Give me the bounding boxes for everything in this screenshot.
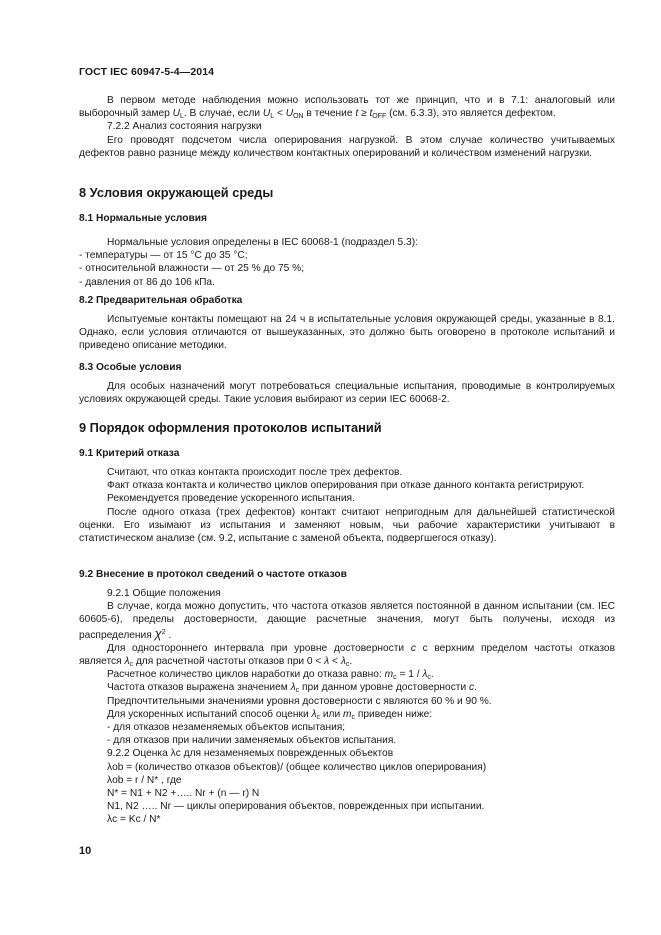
section-9-2-p12: λob = r / N* , где <box>107 774 182 786</box>
page-number: 10 <box>79 845 92 857</box>
section-9-2-body <box>79 587 615 827</box>
intro-paragraph-1: В первом методе наблюдения можно использовать тот же принцип, что и в 7.1: аналоговый или выборочный замер $U_L$. В случае, если $U_L < U_{ON}$ в течение $t \ge t_{OFF}$ (см. 6.3.3), это является дефектом. <box>79 95 615 121</box>
section-8-1-title: 8.1 Нормальные условия <box>79 213 207 224</box>
section-8-2-text: Испытуемые контакты помещают на 24 ч в испытательные условия окружающей среды, указанные в 8.1. Однако, если условия отличаются от вышеуказанных, это должно быть оговорено в протоколе испытаний и приведено описание методики. <box>79 314 615 352</box>
section-9-1-body <box>79 466 615 545</box>
section-9-2-p10: 9.2.2 Оценка λc для незаменяемых поврежденных объектов <box>107 748 394 760</box>
section-9-2-p1: 9.2.1 Общие положения <box>107 588 221 599</box>
section-9-2-p8: - для отказов незаменяемых объектов испытания; <box>107 722 346 734</box>
section-9-1-title: 9.1 Критерий отказа <box>79 448 180 459</box>
section-9-2-title: 9.2 Внесение в протокол сведений о частоте отказов <box>79 569 347 580</box>
section-8-2-body <box>79 313 615 353</box>
section-8-3-title: 8.3 Особые условия <box>79 362 182 373</box>
section-9-2-p14: N1, N2 ….. Nr — циклы оперирования объектов, поврежденных при испытании. <box>107 801 485 813</box>
section-9-2-p4: Расчетное количество циклов наработки до отказа равно: $m_c = 1 / \lambda_c$. <box>107 669 434 682</box>
section-9-1-p3: Рекомендуется проведение ускоренного испытания. <box>107 493 355 505</box>
section-8-2-title: 8.2 Предварительная обработка <box>79 295 243 306</box>
intro-block <box>79 94 615 160</box>
intro-paragraph-2: 7.2.2 Анализ состояния нагрузки <box>107 121 262 133</box>
section-8-3-text: Для особых назначений могут потребоваться специальные испытания, проводимые в контролируемых условиях окружающей среды. Такие условия выбирают из серии IEC 60068-2. <box>79 381 615 406</box>
list-item: - давления от 86 до 106 кПа. <box>79 276 215 288</box>
list-item: - температуры — от 15 °С до 35 °С; <box>79 250 248 262</box>
section-8-title: 8 Условия окружающей среды <box>79 185 274 200</box>
section-8-1-body <box>79 236 615 289</box>
section-9-1-p4: После одного отказа (трех дефектов) контакт считают непригодным для дальнейшей статистической оценки. Его изымают из испытания и заменяют новым, чьи рабочие характеристики учитывают в статистическом анализе (см. 9.2, испытание с заменой объекта, подвергшегося отказу). <box>79 506 615 545</box>
section-9-1-p1: Считают, что отказ контакта происходит после трех дефектов. <box>107 467 403 478</box>
section-8-3-body <box>79 380 615 406</box>
document-header: ГОСТ IEC 60947-5-4—2014 <box>79 66 215 78</box>
list-item: - относительной влажности — от 25 % до 75 %; <box>79 263 305 275</box>
section-9-1-p2: Факт отказа контакта и количество циклов оперирования при отказе данного контакта регистрируют. <box>107 480 585 492</box>
section-9-2-p2: В случае, когда можно допустить, что частота отказов является постоянной в данном испытании (см. IEC 60605-6), пределы достоверности, дающие расчетные значения, могут быть получены, исходя из распределения $\chi^2$ . <box>79 601 615 641</box>
section-9-2-p9: - для отказов при наличии заменяемых объектов испытания. <box>107 735 397 747</box>
section-9-title: 9 Порядок оформления протоколов испытаний <box>79 420 382 435</box>
section-9-2-p13: N* = N1 + N2 +….. Nr + (n — r) N <box>107 788 260 800</box>
section-9-2-p5: Частота отказов выражена значением $\lambda_c$ при данном уровне достоверности c. <box>107 682 477 695</box>
section-9-2-p15: λc = Kc / N* <box>107 814 161 826</box>
section-9-2-p11: λob = (количество отказов объектов)/ (общее количество циклов оперирования) <box>107 761 487 773</box>
section-8-1-intro: Нормальные условия определены в IEC 60068-1 (подраздел 5.3): <box>107 237 418 248</box>
intro-paragraph-3: Его проводят подсчетом числа оперирования нагрузкой. В этом случае количество учитываемых дефектов равно разнице между количеством контактных оперирований и количеством изменений нагрузки. <box>79 134 615 159</box>
section-9-2-p7: Для ускоренных испытаний способ оценки $\lambda_c$ или $m_c$ приведен ниже: <box>107 708 433 721</box>
section-9-2-p3: Для одностороннего интервала при уровне достоверности c с верхним пределом частоты отказов является $\lambda_c$ для расчетной частоты отказов при $0 < \lambda < \lambda_c$. <box>79 642 615 669</box>
section-9-2-p6: Предпочтительными значениями уровня достоверности с являются 60 % и 90 %. <box>107 695 492 707</box>
